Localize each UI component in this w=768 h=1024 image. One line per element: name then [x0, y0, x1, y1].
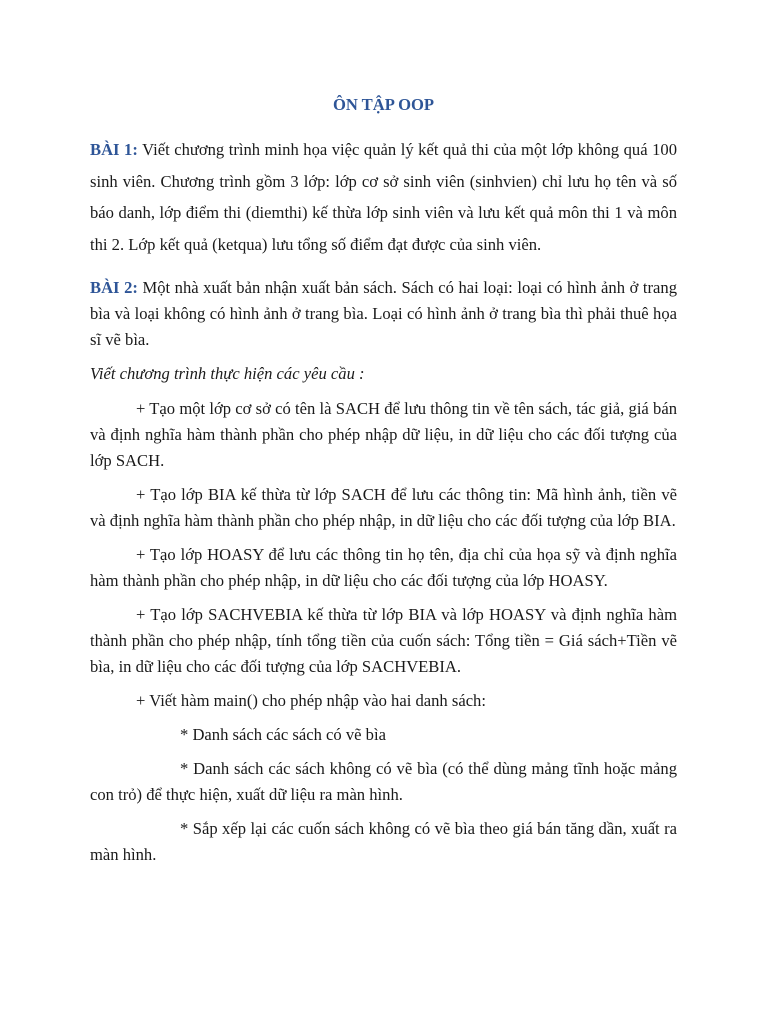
task-create-bia: + Tạo lớp BIA kế thừa từ lớp SACH để lưu các thông tin: Mã hình ảnh, tiền vẽ và định nghĩa hàm thành phần cho phép nhập, in dữ liệu cho các đối tượng của lớp BIA. [90, 484, 677, 530]
exercise-1 [90, 134, 677, 261]
requirements-intro: Viết chương trình thực hiện các yêu cầu : [90, 363, 365, 383]
exercise-1-text: Viết chương trình minh họa việc quản lý kết quả thi của một lớp không quá 100 sinh viên. Chương trình gồm 3 lớp: lớp cơ sở sinh viên (sinhvien) chỉ lưu họ tên và số báo danh, lớp điểm thi (diemthi) kế thừa lớp sinh viên và lưu kết quả môn thi 1 và môn thi 2. Lớp kết quả (ketqua) lưu tổng số điểm đạt được của sinh viên. [90, 140, 678, 255]
task-create-sachvebia: + Tạo lớp SACHVEBIA kế thừa từ lớp BIA và lớp HOASY và định nghĩa hàm thành phần cho phép nhập, tính tổng tiền của cuốn sách: Tổng tiền = Giá sách+Tiền vẽ bìa, in dữ liệu cho các đối tượng của lớp SACHVEBIA. [90, 604, 677, 676]
task-main-function: + Viết hàm main() cho phép nhập vào hai danh sách: [136, 690, 486, 710]
exercise-1-label: BÀI 1: [90, 140, 138, 159]
subtask-sort-books: * Sắp xếp lại các cuốn sách không có vẽ bìa theo giá bán tăng dần, xuất ra màn hình. [90, 818, 677, 864]
task-create-sach: + Tạo một lớp cơ sở có tên là SACH để lưu thông tin về tên sách, tác giả, giá bán và định nghĩa hàm thành phần cho phép nhập dữ liệu, in dữ liệu cho các đối tượng của lớp SACH. [90, 398, 677, 470]
subtask-books-without-cover: * Danh sách các sách không có vẽ bìa (có thể dùng mảng tĩnh hoặc mảng con trỏ) để thực hiện, xuất dữ liệu ra màn hình. [90, 758, 677, 804]
exercise-2-label: BÀI 2: [90, 277, 138, 297]
document-title: ÔN TẬP OOP [332, 95, 435, 114]
task-create-hoasy: + Tạo lớp HOASY để lưu các thông tin họ tên, địa chỉ của họa sỹ và định nghĩa hàm thành phần cho phép nhập, in dữ liệu cho các đối tượng của lớp HOASY. [90, 544, 677, 590]
subtask-books-with-cover: * Danh sách các sách có vẽ bìa [180, 724, 386, 744]
exercise-2-text: Một nhà xuất bản nhận xuất bản sách. Sách có hai loại: loại có hình ảnh ở trang bìa và loại không có hình ảnh ở trang bìa. Loại có hình ảnh ở trang bìa thì phải thuê họa sĩ vẽ bìa. [90, 277, 677, 349]
exercise-2 [90, 275, 677, 353]
